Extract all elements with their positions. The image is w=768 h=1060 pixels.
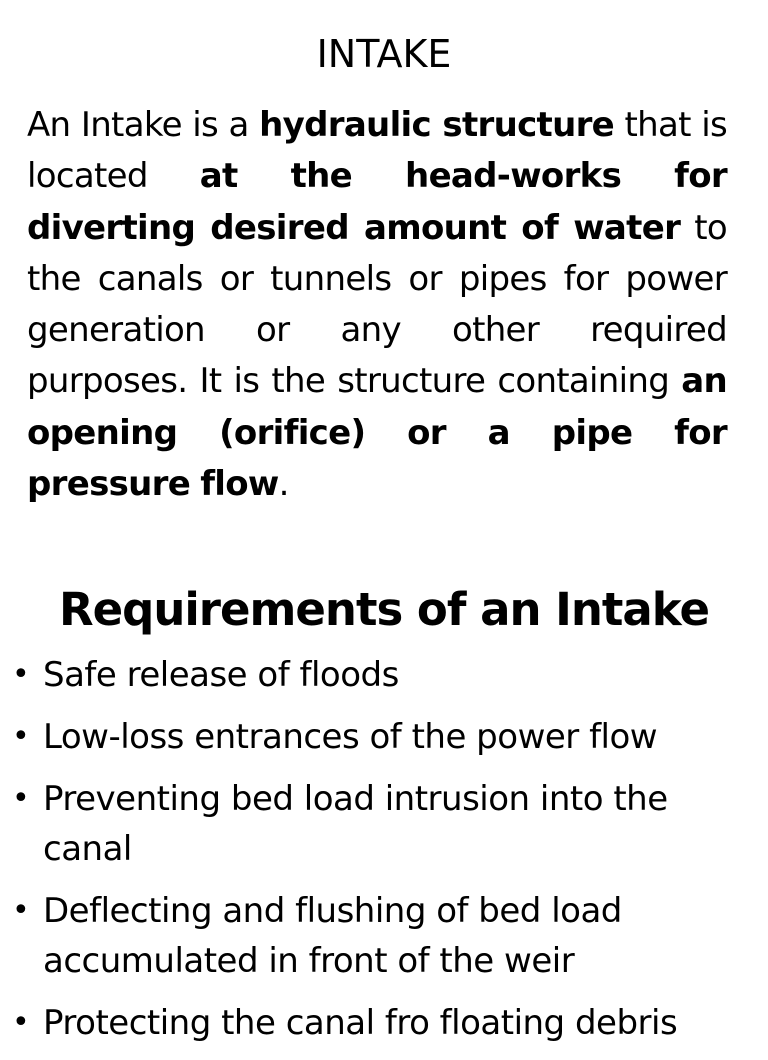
bullet-icon: • [12, 781, 30, 816]
list-item [0, 774, 768, 874]
intro-text: An Intake is a [27, 105, 260, 145]
list-item-text: Deflecting and flushing of bed load accumulated in front of the weir [43, 891, 622, 981]
list-item-text: Preventing bed load intrusion into the canal [43, 779, 668, 869]
intro-bold-text: an opening (orifice) or a pipe for pressure flow [27, 361, 727, 505]
intro-bold-text: at the head-works for diverting desired amount of water [27, 156, 727, 248]
requirements-list [0, 650, 768, 1060]
intro-text: that is located [27, 105, 727, 197]
intro-text: to the canals or tunnels or pipes for power generation or any other required purposes. It is the structure containing [27, 207, 727, 402]
page-title: INTAKE [316, 32, 452, 76]
intro-text: . [278, 464, 289, 505]
bullet-icon: • [12, 1005, 30, 1040]
list-item [0, 712, 768, 762]
intro-paragraph [27, 100, 727, 510]
intro-bold-text: hydraulic structure [259, 105, 615, 145]
list-item [0, 886, 768, 986]
list-item [0, 650, 768, 700]
list-item [0, 998, 768, 1048]
list-item-text: Low-loss entrances of the power flow [43, 717, 658, 757]
list-item-text: Protecting the canal fro floating debris [43, 1003, 678, 1043]
bullet-icon: • [12, 893, 30, 928]
bullet-icon: • [12, 657, 30, 692]
bullet-icon: • [12, 719, 30, 754]
list-item-text: Safe release of floods [43, 655, 399, 695]
section-heading: Requirements of an Intake [58, 583, 710, 636]
